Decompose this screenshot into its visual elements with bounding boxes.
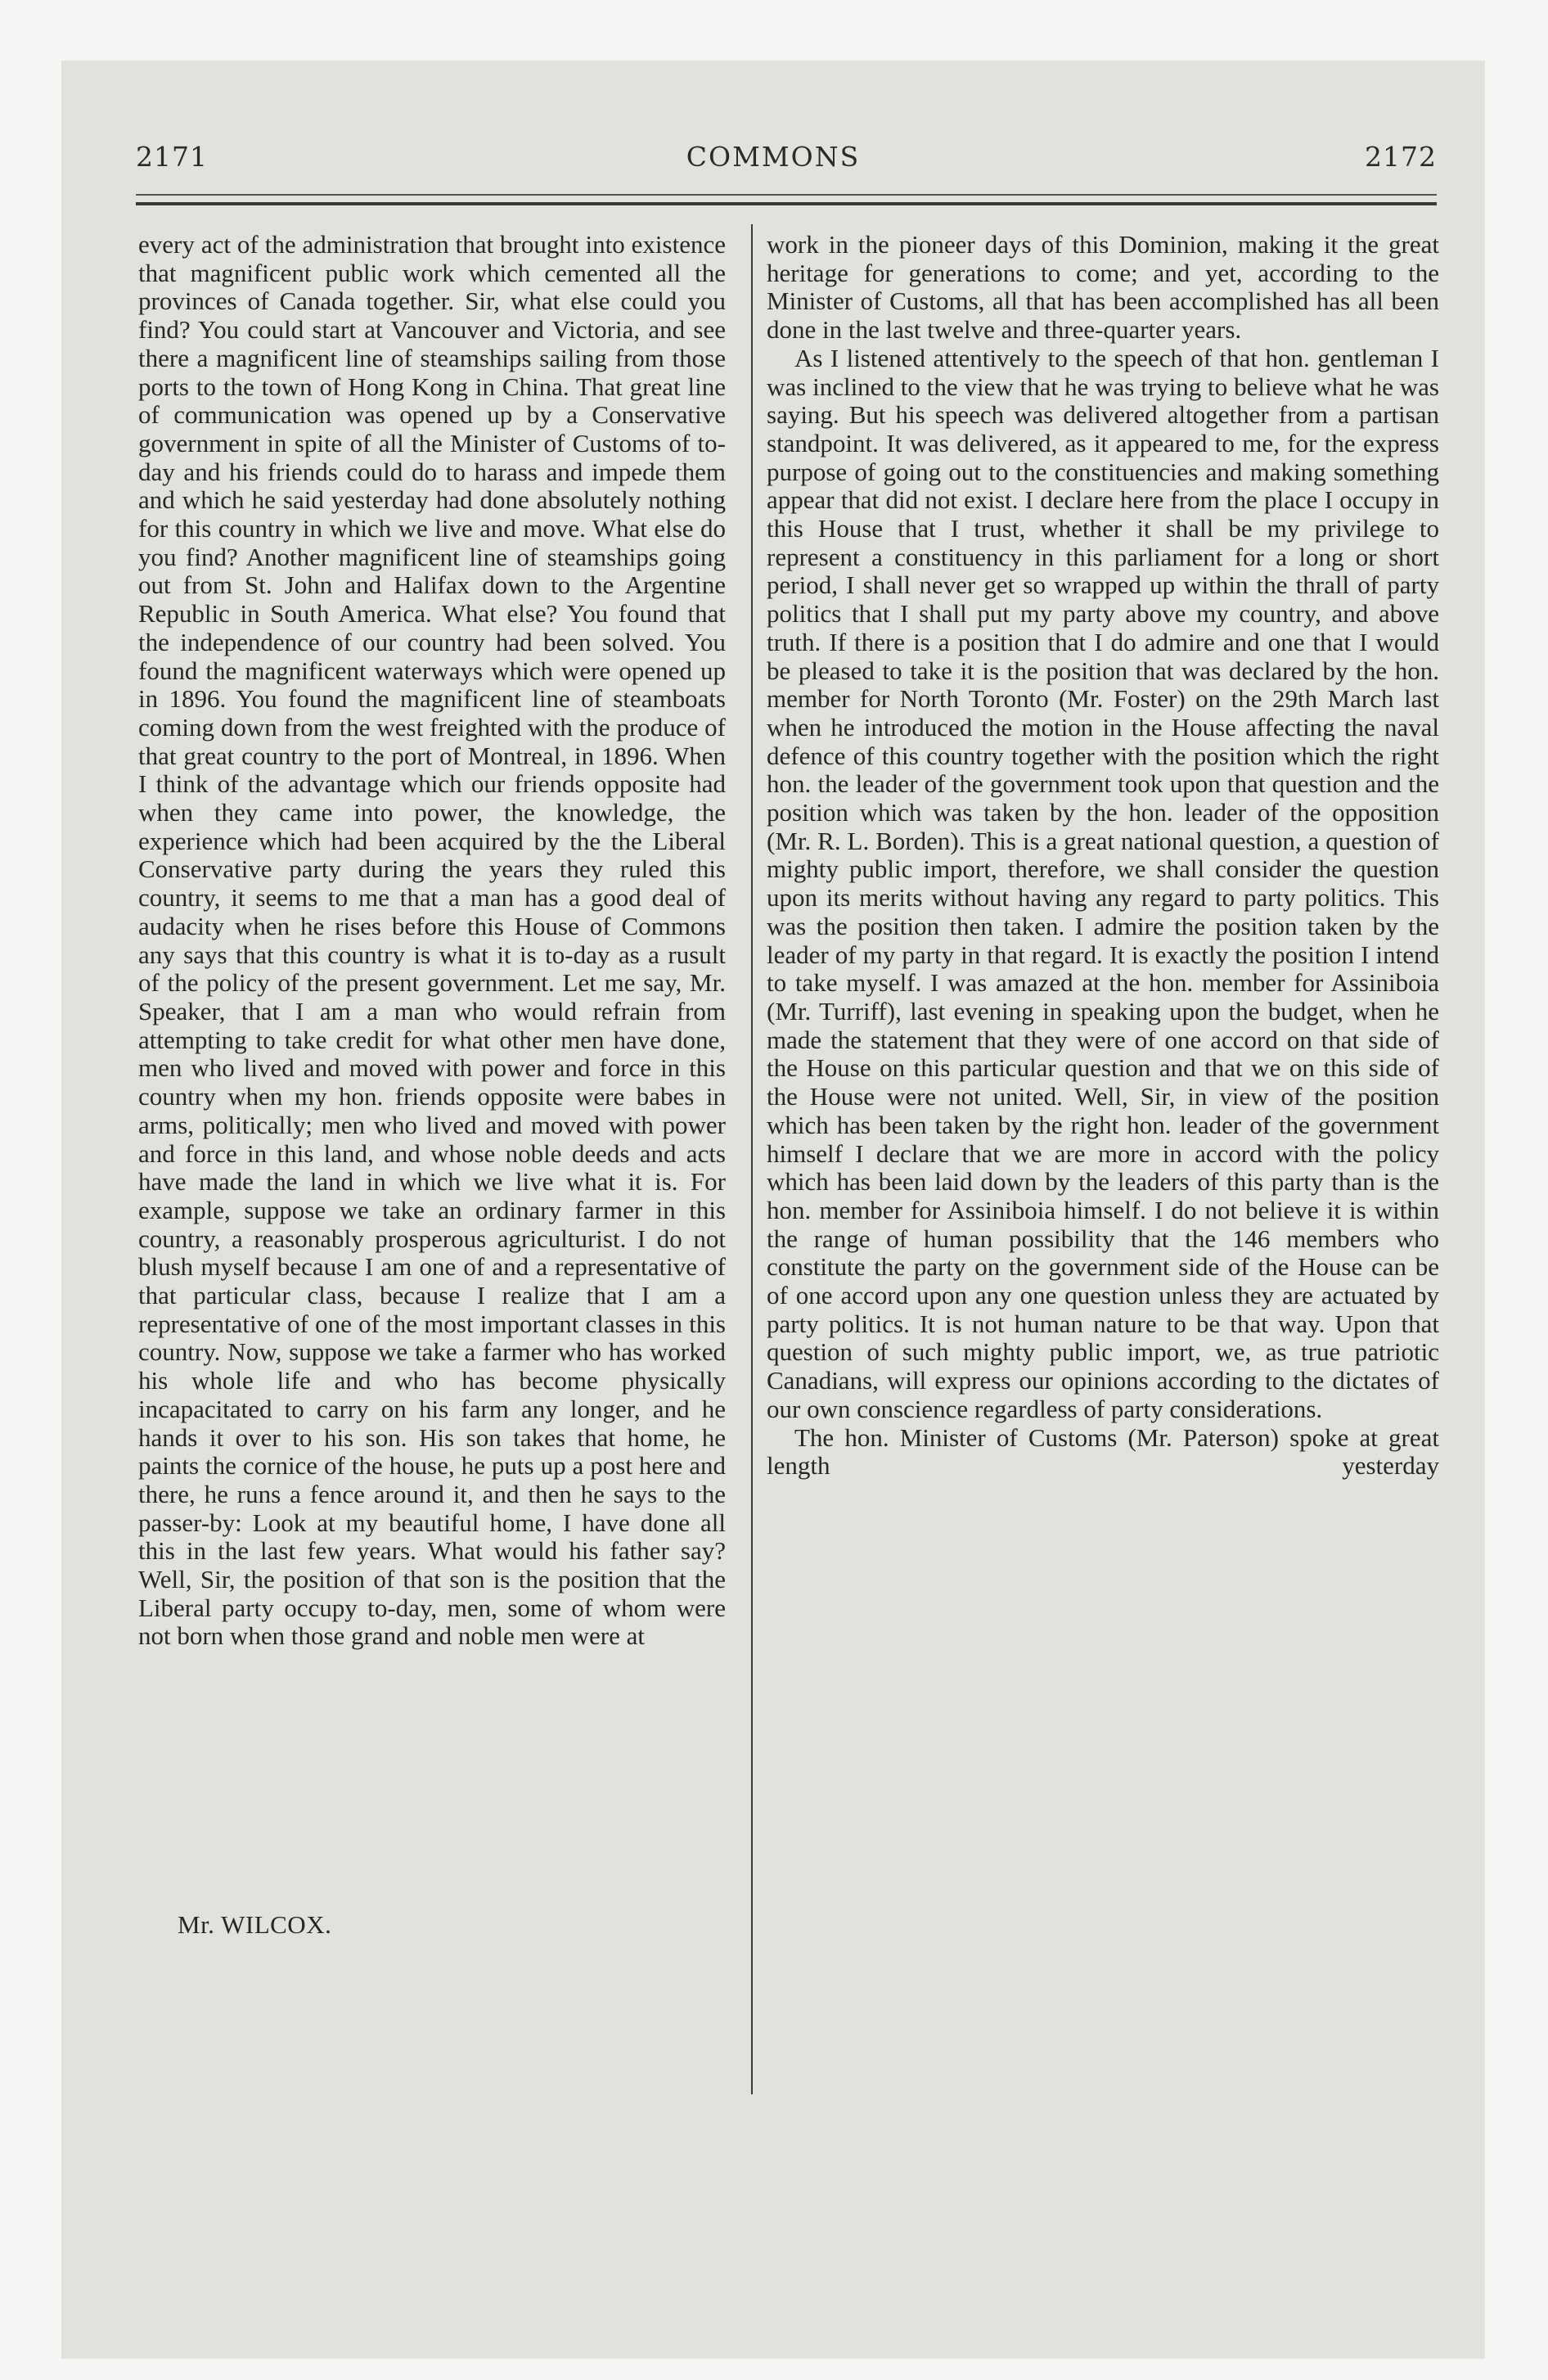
right-column-paragraph: The hon. Minister of Customs (Mr. Paterson) spoke at great length yesterday <box>767 1422 1439 1481</box>
running-head <box>61 141 1485 182</box>
page-sheet <box>61 61 1485 2359</box>
right-column-paragraph: As I listened attentively to the speech of that hon. gentleman I was inclined to the view that he was trying to believe what he was saying. But his speech was delivered altogether from a partisan standpoint. It was delivered, as it appeared to me, for the express purpose of going out to the constituencies and making something appear that did not exist. I declare here from the place I occupy in this House that I trust, whether it shall be my privilege to represent a constituency in this parliament for a long or short period, I shall never get so wrapped up within the thrall of party politics that I shall put my party above my country, and above truth. If there is a position that I do admire and one that I would be pleased to take it is the position that was declared by the hon. member for North Toronto (Mr. Foster) on the 29th March last when he introduced the motion in the House affecting the naval defence of this country together with the position which the right hon. the leader of the government took upon that question and the position which was taken by the hon. leader of the opposition (Mr. R. L. Borden). This is a great national question, a question of mighty public import, therefore, we shall consider the question upon its merits without having any regard to party politics. This was the position then taken. I admire the position taken by the leader of my party in that regard. It is exactly the position I intend to take myself. I was amazed at the hon. member for Assiniboia (Mr. Turriff), last evening in speaking upon the budget, when he made the statement that they were of one accord on that side of the House on this particular question and that we on this side of the House were not united. Well, Sir, in view of the position which has been taken by the right hon. leader of the government himself I declare that we are more in accord with the policy which has been laid down by the leaders of this party than is the hon. member for Assiniboia himself. I do not believe it is within the range of human possibility that the 146 members who constitute the party on the government side of the House can be of one accord upon any one question unless they are actuated by party politics. It is not human nature to be that way. Upon that question of such mighty public import, we, as true patriotic Canadians, will express our opinions according to the dictates of our own conscience regardless of party considerations. <box>767 343 1439 1423</box>
page-number-right: 2172 <box>1365 141 1437 173</box>
header-rule-thin <box>136 194 1437 196</box>
page-number-left: 2171 <box>136 141 208 173</box>
page-title: COMMONS <box>686 141 861 173</box>
speaker-signature: Mr. WILCOX. <box>178 1910 332 1939</box>
column-divider <box>751 224 753 2094</box>
left-column <box>138 231 726 1651</box>
left-column-paragraph: every act of the administration that brought into existence that magnificent public work which cemented all the provinces of Canada together. Sir, what else could you find? You could start at Vancouver and Victoria, and see there a magnificent line of steamships sailing from those ports to the town of Hong Kong in China. That great line of communication was opened up by a Conservative government in spite of all the Minister of Customs of to-day and his friends could do to harass and impede them and which he said yesterday had done absolutely nothing for this country in which we live and move. What else do you find? Another magnificent line of steamships going out from St. John and Halifax down to the Argentine Republic in South America. What else? You found that the independence of our country had been solved. You found the magnificent waterways which were opened up in 1896. You found the magnificent line of steamboats coming down from the west freighted with the produce of that great country to the port of Montreal, in 1896. When I think of the advantage which our friends opposite had when they came into power, the knowledge, the experience which had been acquired by the the Liberal Conservative party during the years they ruled this country, it seems to me that a man has a good deal of audacity when he rises before this House of Commons any says that this country is what it is to-day as a rusult of the policy of the present government. Let me say, Mr. Speaker, that I am a man who would refrain from attempting to take credit for what other men have done, men who lived and moved with power and force in this country when my hon. friends opposite were babes in arms, politically; men who lived and moved with power and force in this land, and whose noble deeds and acts have made the land in which we live what it is. For example, suppose we take an ordinary farmer in this country, a reasonably prosperous agriculturist. I do not blush myself because I am one of and a representative of that particular class, because I realize that I am a representative of one of the most important classes in this country. Now, suppose we take a farmer who has worked his whole life and who has become physically incapacitated to carry on his farm any longer, and he hands it over to his son. His son takes that home, he paints the cornice of the house, he puts up a post here and there, he runs a fence around it, and then he says to the passer-by: Look at my beautiful home, I have done all this in the last few years. What would his father say? Well, Sir, the position of that son is the position that the Liberal party occupy to-day, men, some of whom were not born when those grand and noble men were at <box>138 230 726 1651</box>
right-column-paragraph: work in the pioneer days of this Dominion, making it the great heritage for generations to come; and yet, according to the Minister of Customs, all that has been accomplished has all been done in the last twelve and three-quarter years. <box>767 230 1439 345</box>
header-rule-thick <box>136 202 1437 205</box>
right-column <box>767 231 1439 1481</box>
